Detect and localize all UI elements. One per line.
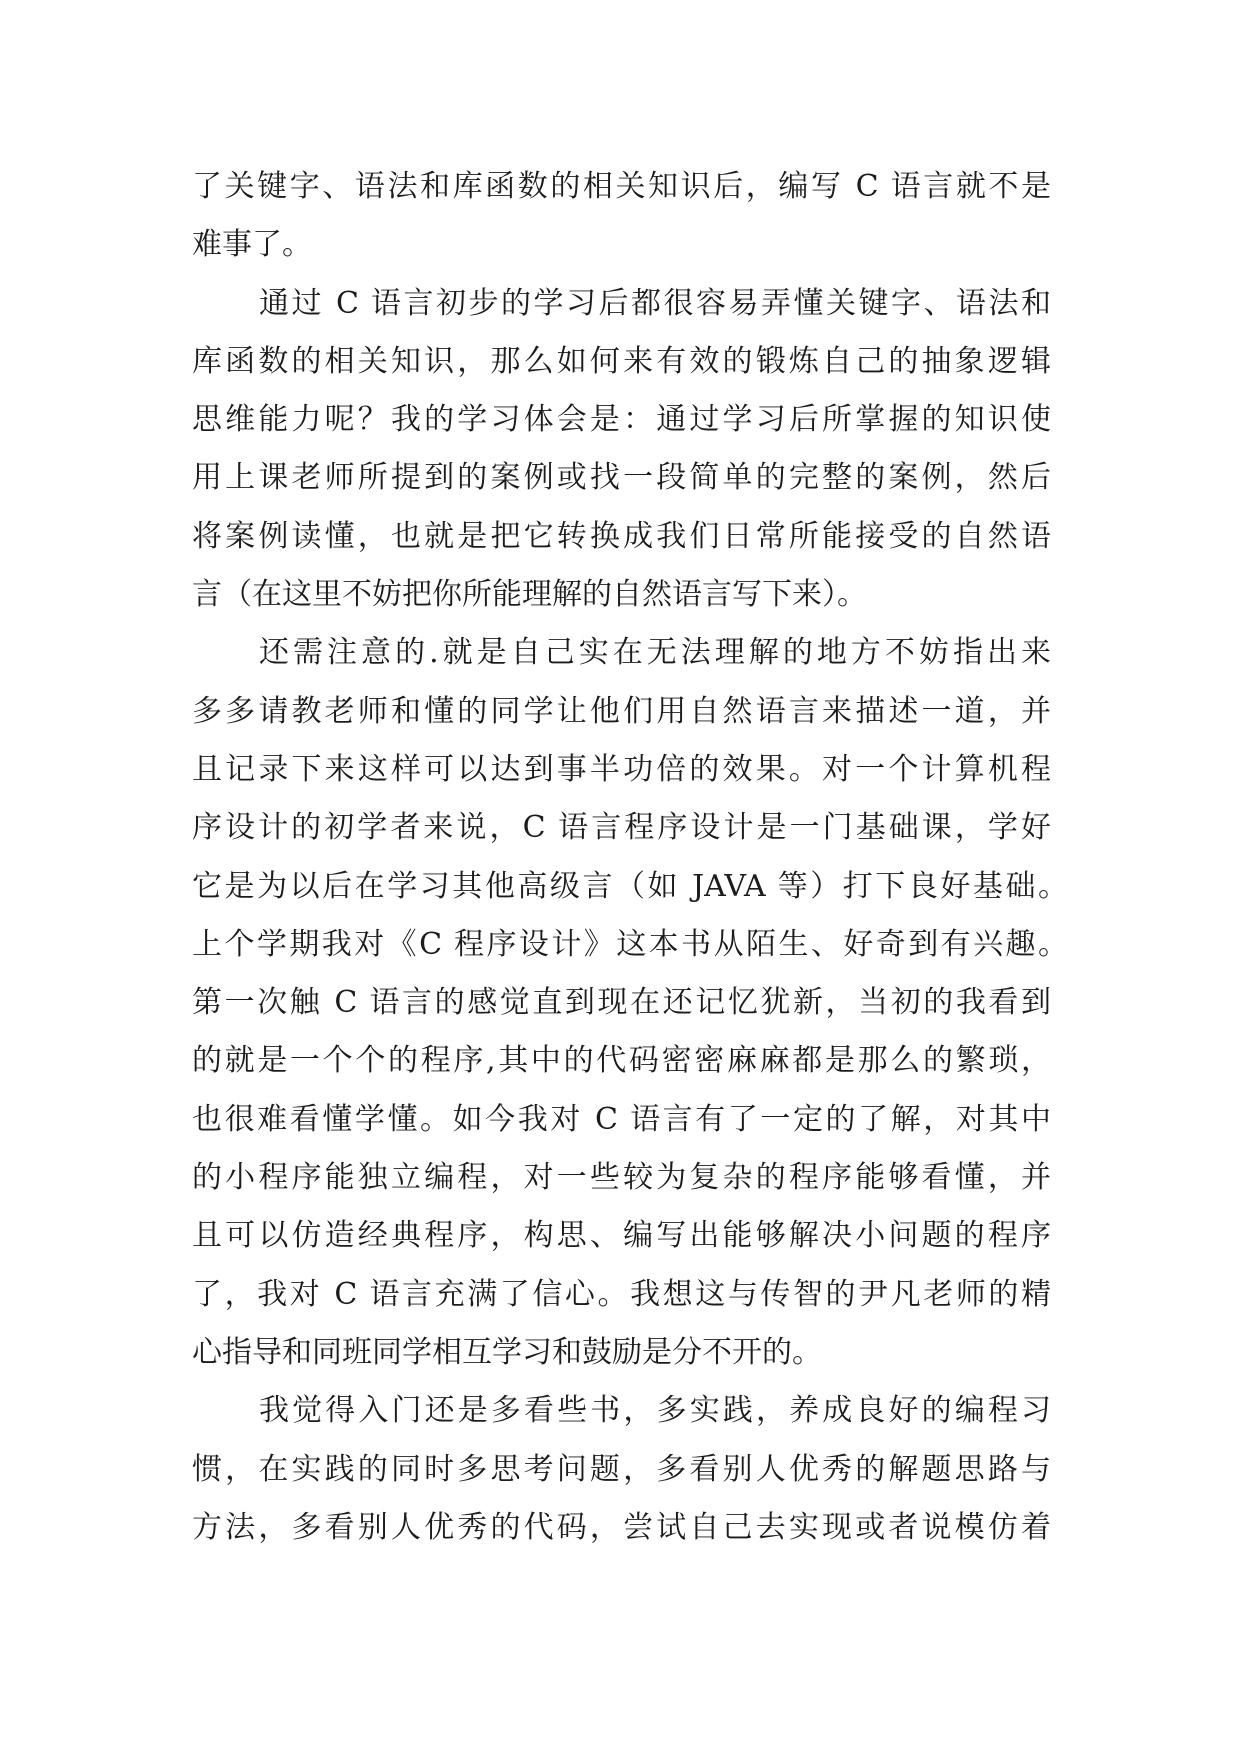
text-line: 言（在这里不妨把你所能理解的自然语言写下来）。 — [192, 577, 867, 613]
text-line: 上个学期我对《C 程序设计》这本书从陌生、好奇到有兴趣。 — [192, 926, 1068, 962]
text-line: 第一次触 C 语言的感觉直到现在还记忆犹新，当初的我看到 — [192, 985, 1051, 1021]
text-line: 惯，在实践的同时多思考问题，多看别人优秀的解题思路与 — [192, 1451, 1051, 1487]
text-line: 也很难看懂学懂。如今我对 C 语言有了一定的了解，对其中 — [192, 1101, 1051, 1137]
text-line: 还需注意的.就是自己实在无法理解的地方不妨指出来 — [259, 635, 1051, 671]
text-line: 通过 C 语言初步的学习后都很容易弄懂关键字、语法和 — [259, 285, 1051, 321]
text-line: 序设计的初学者来说，C 语言程序设计是一门基础课，学好 — [192, 810, 1051, 846]
text-line: 难事了。 — [192, 227, 312, 263]
text-line: 且可以仿造经典程序，构思、编写出能够解决小问题的程序 — [192, 1218, 1051, 1254]
text-line: 的小程序能独立编程，对一些较为复杂的程序能够看懂，并 — [192, 1160, 1051, 1196]
text-line: 多多请教老师和懂的同学让他们用自然语言来描述一道，并 — [192, 693, 1051, 729]
paragraph — [192, 624, 1068, 1382]
paragraph — [192, 275, 1051, 625]
text-line: 将案例读懂，也就是把它转换成我们日常所能接受的自然语 — [192, 518, 1051, 554]
text-line: 它是为以后在学习其他高级言（如 JAVA 等）打下良好基础。 — [192, 868, 1068, 904]
paragraph — [192, 1382, 1051, 1557]
text-line: 方法，多看别人优秀的代码，尝试自己去实现或者说模仿着 — [192, 1509, 1051, 1545]
text-line: 我觉得入门还是多看些书，多实践，养成良好的编程习 — [259, 1393, 1051, 1429]
text-line: 库函数的相关知识，那么如何来有效的锻炼自己的抽象逻辑 — [192, 343, 1051, 379]
text-line: 心指导和同班同学相互学习和鼓励是分不开的。 — [192, 1334, 822, 1370]
text-line: 用上课老师所提到的案例或找一段简单的完整的案例，然后 — [192, 460, 1051, 496]
document-body — [192, 158, 1068, 1557]
text-line: 了，我对 C 语言充满了信心。我想这与传智的尹凡老师的精 — [192, 1276, 1051, 1312]
text-line: 的就是一个个的程序,其中的代码密密麻麻都是那么的繁琐， — [192, 1043, 1051, 1079]
text-line: 且记录下来这样可以达到事半功倍的效果。对一个计算机程 — [192, 751, 1051, 787]
paragraph — [192, 158, 1051, 275]
text-line: 思维能力呢？我的学习体会是：通过学习后所掌握的知识使 — [192, 402, 1051, 438]
text-line: 了关键字、语法和库函数的相关知识后，编写 C 语言就不是 — [192, 169, 1051, 204]
